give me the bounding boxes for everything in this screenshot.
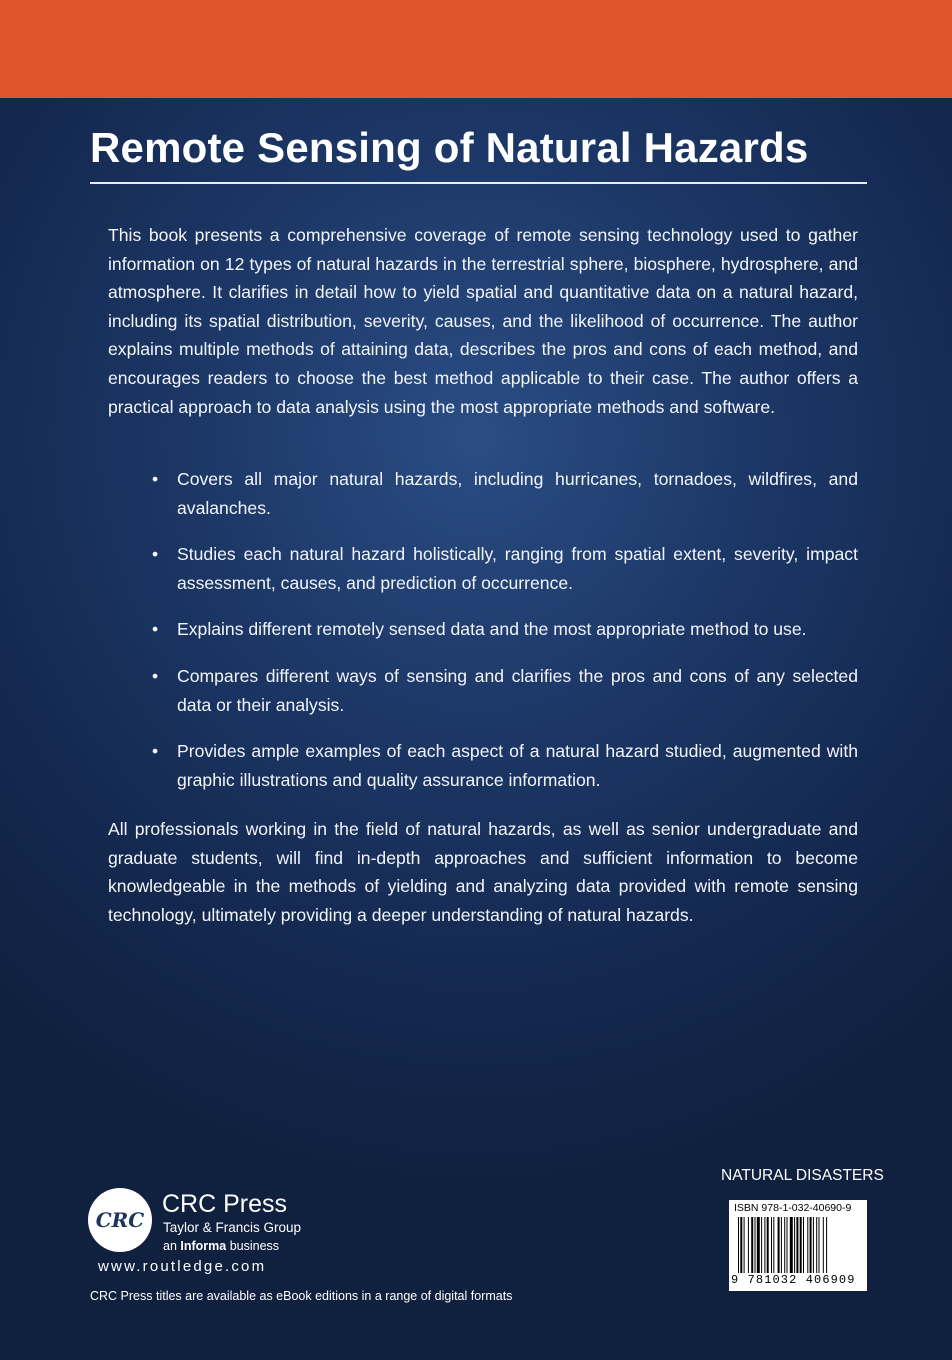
barcode-bar	[784, 1217, 785, 1273]
closing-paragraph: All professionals working in the field of natural hazards, as well as senior undergraduate and graduate students, will find in-depth approaches and sufficient information to become knowledgeable in the methods of yielding and analyzing data provided with remote sensing technology, ultimately providing a deeper understanding of natural hazards.	[108, 819, 858, 925]
top-color-band	[0, 0, 952, 98]
barcode-bar	[767, 1217, 769, 1273]
bullet-icon: •	[152, 544, 159, 565]
barcode-bar	[781, 1217, 782, 1273]
barcode-bar	[738, 1217, 739, 1273]
list-item: • Studies each natural hazard holistically, ranging from spatial extent, severity, impact assessment, causes, and prediction of occurrence.	[108, 540, 858, 597]
barcode-digits: 9 781032 406909	[731, 1273, 856, 1287]
barcode-bar	[778, 1217, 780, 1273]
barcode-bar	[803, 1217, 804, 1273]
feature-list	[108, 465, 858, 812]
barcode-bar	[748, 1217, 749, 1273]
list-item: • Compares different ways of sensing and clarifies the pros and cons of any selected data or their analysis.	[108, 662, 858, 719]
bullet-icon: •	[152, 619, 159, 640]
barcode-bar	[823, 1217, 824, 1273]
crc-logo-icon: CRC	[88, 1188, 152, 1252]
barcode-bar	[755, 1217, 756, 1273]
barcode-bar	[826, 1217, 827, 1273]
isbn-barcode	[729, 1200, 867, 1291]
barcode-bar	[816, 1217, 817, 1273]
publisher-url[interactable]: www.routledge.com	[98, 1258, 267, 1275]
barcode-bar	[751, 1217, 753, 1273]
barcode-bar	[810, 1217, 812, 1273]
intro-paragraph: This book presents a comprehensive coverage of remote sensing technology used to gather information on 12 types of natural hazards in the terrestrial sphere, biosphere, hydrosphere, and atmosphere. It clarifies in detail how to yield spatial and quantitative data on a natural hazard, including its spatial distribution, severity, causes, and the likelihood of occurrence. The author explains multiple methods of attaining data, describes the pros and cons of each method, and encourages readers to choose the best method applicable to their case. The author offers a practical approach to data analysis using the most appropriate methods and software.	[108, 225, 858, 417]
barcode-bar	[800, 1217, 802, 1273]
barcode-bar	[796, 1217, 798, 1273]
barcode-bar	[740, 1217, 742, 1273]
list-item: • Explains different remotely sensed data and the most appropriate method to use.	[108, 615, 858, 644]
bullet-icon: •	[152, 665, 159, 686]
barcode-bar	[773, 1217, 774, 1273]
isbn-label: ISBN 978-1-032-40690-9	[734, 1202, 852, 1214]
subject-category: NATURAL DISASTERS	[721, 1167, 884, 1184]
bullet-icon: •	[152, 469, 159, 489]
list-item: • Provides ample examples of each aspect of a natural hazard studied, augmented with graphic illustrations and quality assurance information.	[108, 737, 858, 794]
barcode-bar	[757, 1217, 760, 1273]
title-underline	[90, 182, 867, 184]
barcode-bar	[819, 1217, 820, 1273]
list-item: • Covers all major natural hazards, including hurricanes, tornadoes, wildfires, and avalanches.	[108, 465, 858, 522]
ebook-note: CRC Press titles are available as eBook editions in a range of digital formats	[90, 1289, 513, 1303]
barcode-bar	[813, 1217, 814, 1273]
barcode-bar	[807, 1217, 808, 1273]
bullet-icon: •	[152, 741, 159, 762]
barcode-bar	[744, 1217, 745, 1273]
publisher-name: CRC Press	[162, 1190, 288, 1218]
barcode-bar	[771, 1217, 772, 1273]
barcode-bar	[790, 1217, 793, 1273]
informa-line: an Informa business	[163, 1239, 280, 1253]
barcode-bar	[761, 1217, 762, 1273]
book-title: Remote Sensing of Natural Hazards	[90, 124, 809, 171]
barcode-bar	[787, 1217, 788, 1273]
barcode-icon	[738, 1217, 858, 1273]
barcode-bar	[794, 1217, 795, 1273]
publisher-group: Taylor & Francis Group	[163, 1220, 302, 1235]
barcode-bar	[764, 1217, 765, 1273]
